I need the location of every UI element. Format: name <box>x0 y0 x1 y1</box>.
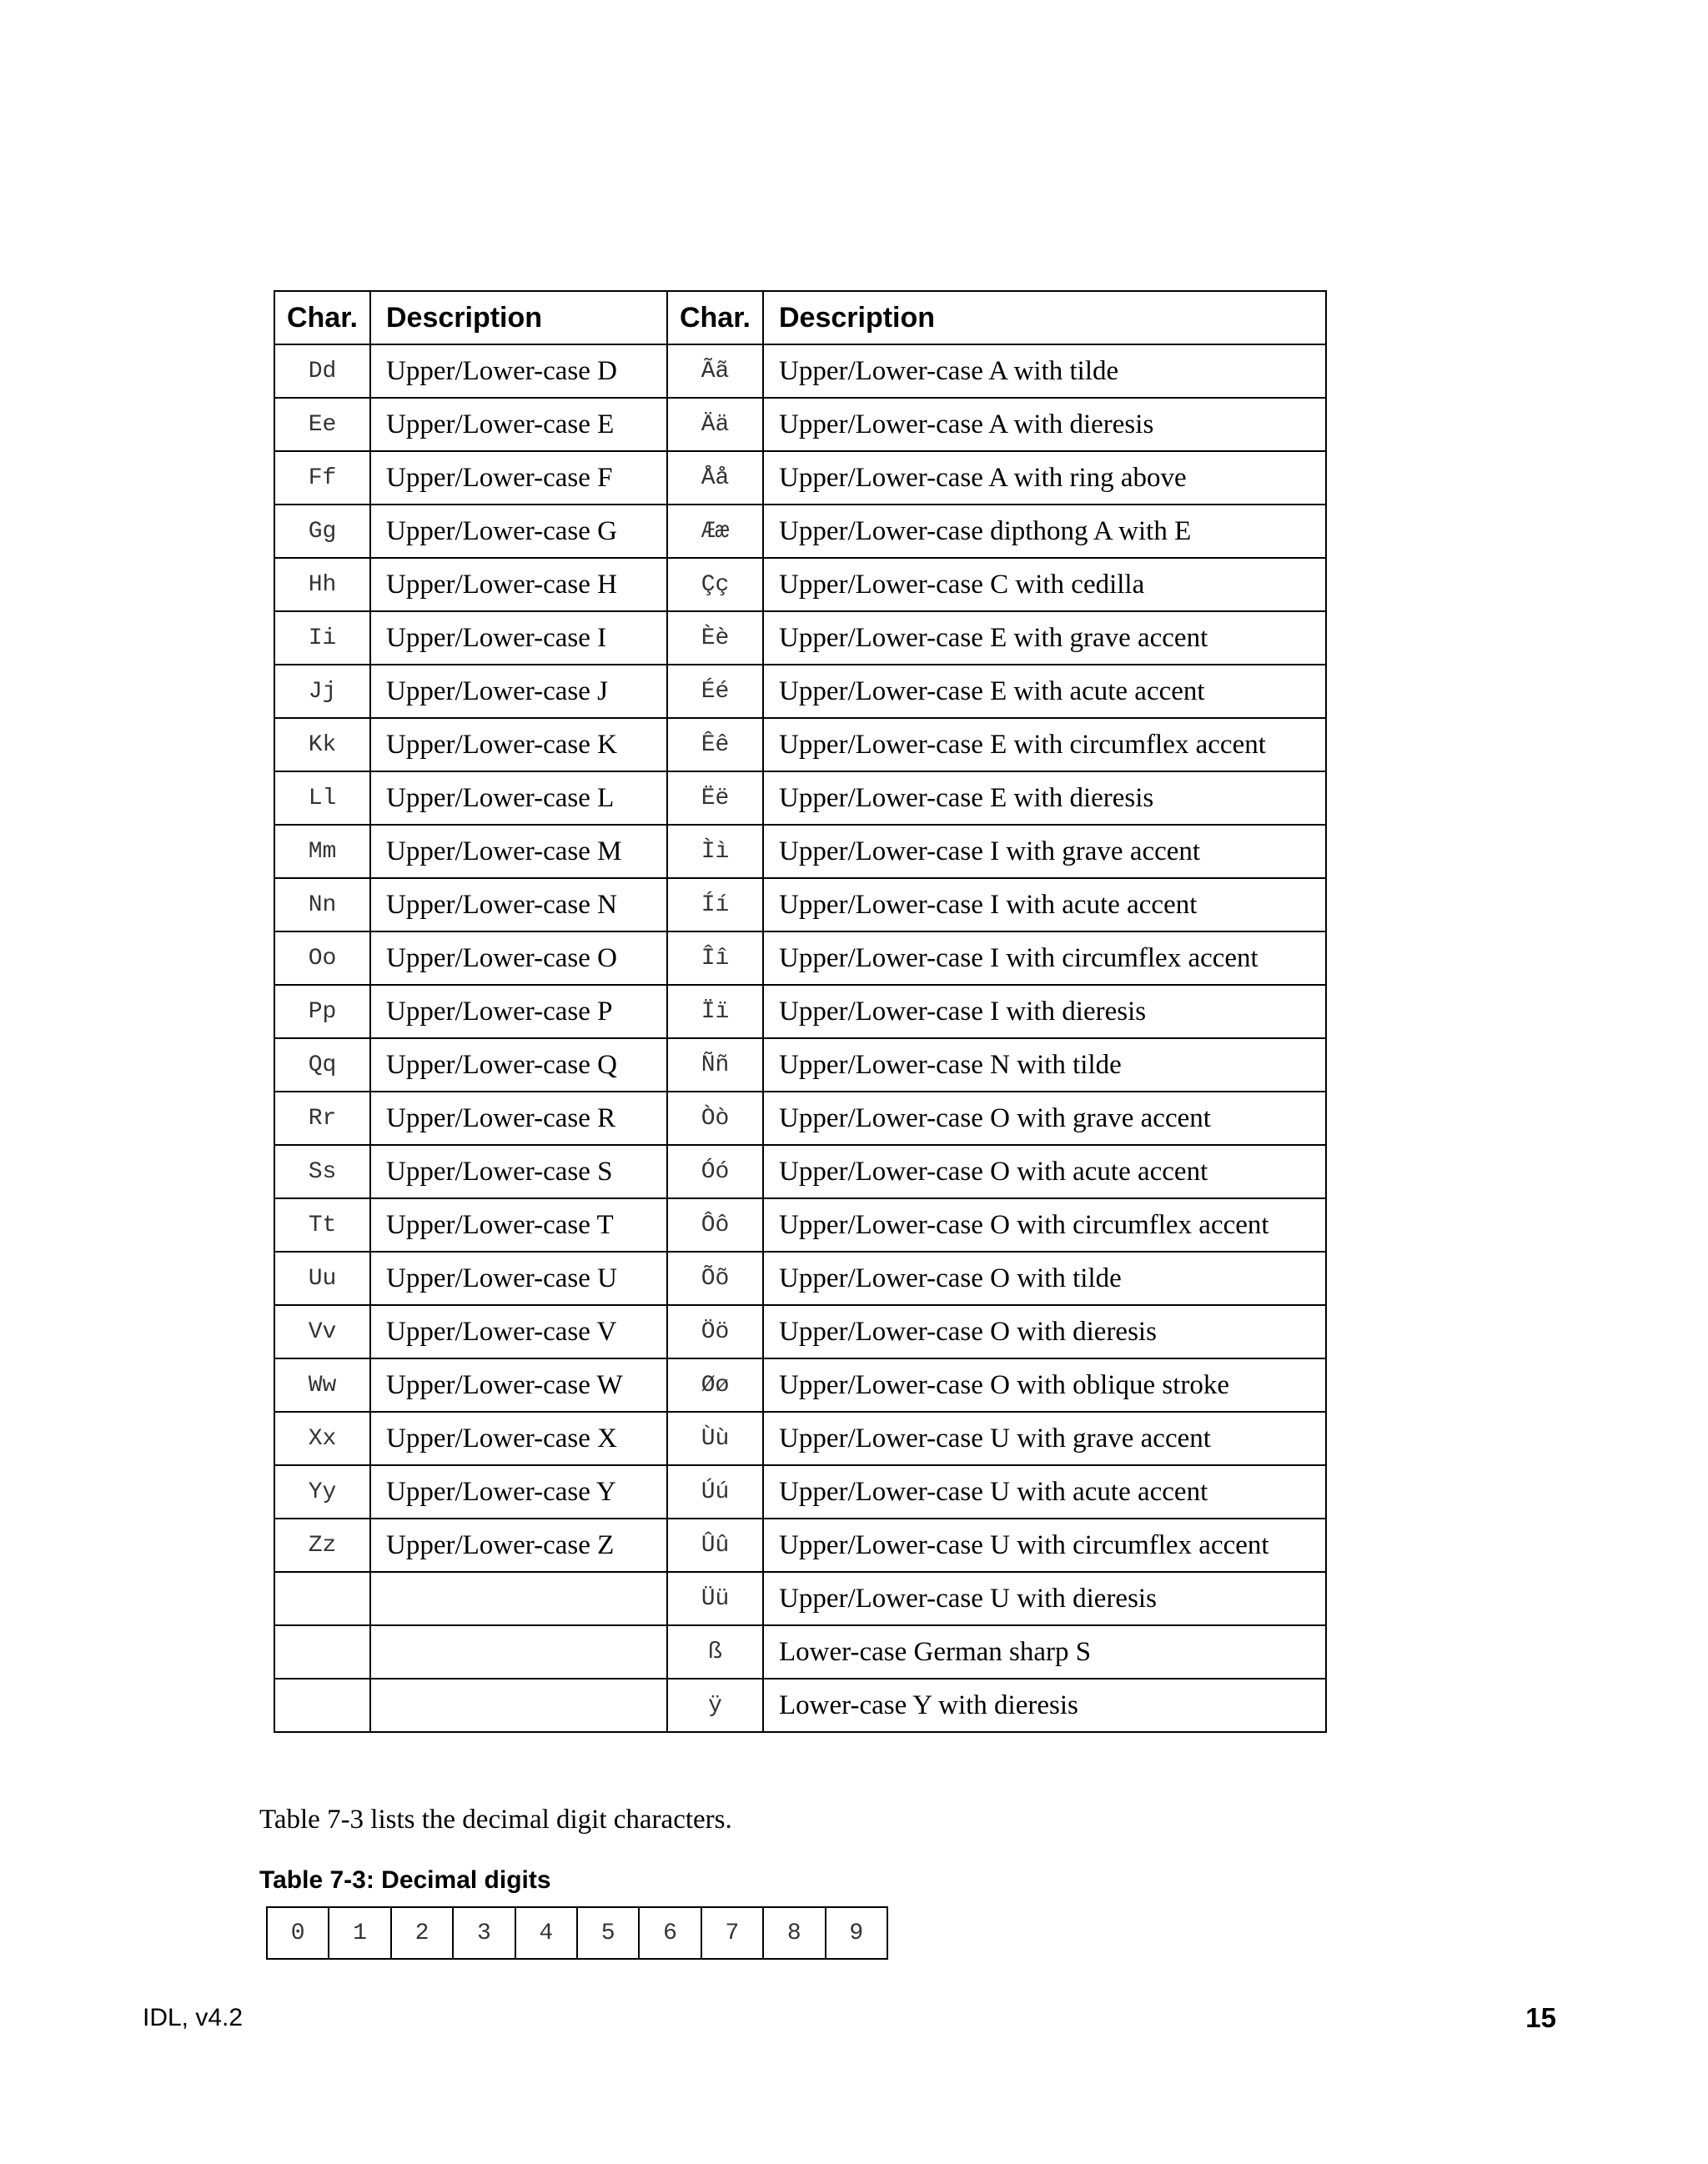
description-cell-right: Upper/Lower-case O with oblique stroke <box>763 1358 1326 1412</box>
digit-cell: 6 <box>639 1907 701 1959</box>
char-cell-right: Öö <box>667 1305 763 1358</box>
table-row <box>274 1305 1326 1358</box>
table-row <box>274 1198 1326 1252</box>
table-row <box>274 878 1326 931</box>
char-cell-left: Oo <box>274 931 370 985</box>
header-char-1: Char. <box>274 291 370 344</box>
char-cell-right: Õõ <box>667 1252 763 1305</box>
digits-table-caption: Table 7-3: Decimal digits <box>259 1866 551 1894</box>
table-row <box>274 1625 1326 1679</box>
char-cell-left: Nn <box>274 878 370 931</box>
digit-cell: 3 <box>453 1907 515 1959</box>
description-cell-left: Upper/Lower-case D <box>370 344 667 398</box>
description-cell-left: Upper/Lower-case P <box>370 985 667 1038</box>
description-cell-left: Upper/Lower-case F <box>370 451 667 505</box>
char-cell-right: Ôô <box>667 1198 763 1252</box>
table-row <box>274 611 1326 665</box>
footer-page-number: 15 <box>1525 2002 1556 2033</box>
description-cell-right: Upper/Lower-case O with dieresis <box>763 1305 1326 1358</box>
char-cell-right: Åå <box>667 451 763 505</box>
char-cell-left: Rr <box>274 1092 370 1145</box>
decimal-digits-table <box>266 1906 888 1960</box>
description-cell-left <box>370 1625 667 1679</box>
character-table <box>274 290 1327 1733</box>
char-cell-left: Hh <box>274 558 370 611</box>
description-cell-left: Upper/Lower-case Q <box>370 1038 667 1092</box>
char-cell-left: Ss <box>274 1145 370 1198</box>
char-cell-left <box>274 1625 370 1679</box>
table-row <box>274 718 1326 771</box>
description-cell-left: Upper/Lower-case G <box>370 505 667 558</box>
description-cell-right: Upper/Lower-case I with acute accent <box>763 878 1326 931</box>
table-row <box>274 1572 1326 1625</box>
char-cell-left: Ww <box>274 1358 370 1412</box>
char-cell-right: Çç <box>667 558 763 611</box>
description-cell-left <box>370 1572 667 1625</box>
char-cell-left: Tt <box>274 1198 370 1252</box>
char-cell-right: Îî <box>667 931 763 985</box>
char-cell-right: Ûû <box>667 1519 763 1572</box>
char-cell-right: Ëë <box>667 771 763 825</box>
char-cell-right: Ææ <box>667 505 763 558</box>
table-row <box>274 1679 1326 1732</box>
description-cell-right: Upper/Lower-case O with tilde <box>763 1252 1326 1305</box>
description-cell-left: Upper/Lower-case V <box>370 1305 667 1358</box>
table-row <box>274 1252 1326 1305</box>
header-char-2: Char. <box>667 291 763 344</box>
table-row <box>274 665 1326 718</box>
table-row <box>274 825 1326 878</box>
table-row <box>274 771 1326 825</box>
description-cell-left: Upper/Lower-case O <box>370 931 667 985</box>
char-cell-right: Òò <box>667 1092 763 1145</box>
table-row <box>274 931 1326 985</box>
description-cell-right: Upper/Lower-case E with circumflex accent <box>763 718 1326 771</box>
description-cell-right: Upper/Lower-case C with cedilla <box>763 558 1326 611</box>
description-cell-left <box>370 1679 667 1732</box>
digit-cell: 1 <box>329 1907 390 1959</box>
char-cell-left <box>274 1679 370 1732</box>
description-cell-right: Upper/Lower-case A with dieresis <box>763 398 1326 451</box>
table-row <box>274 505 1326 558</box>
description-cell-right: Lower-case German sharp S <box>763 1625 1326 1679</box>
digit-cell: 2 <box>391 1907 453 1959</box>
char-cell-right: Íí <box>667 878 763 931</box>
char-cell-left: Ll <box>274 771 370 825</box>
description-cell-left: Upper/Lower-case M <box>370 825 667 878</box>
description-cell-right: Upper/Lower-case A with ring above <box>763 451 1326 505</box>
description-cell-left: Upper/Lower-case R <box>370 1092 667 1145</box>
char-cell-right: Ää <box>667 398 763 451</box>
char-cell-right: ÿ <box>667 1679 763 1732</box>
char-cell-left: Pp <box>274 985 370 1038</box>
char-cell-right: Óó <box>667 1145 763 1198</box>
description-cell-left: Upper/Lower-case I <box>370 611 667 665</box>
char-cell-right: Ùù <box>667 1412 763 1465</box>
char-cell-right: ß <box>667 1625 763 1679</box>
table-row <box>274 1038 1326 1092</box>
char-cell-left: Mm <box>274 825 370 878</box>
char-cell-left: Ii <box>274 611 370 665</box>
description-cell-right: Upper/Lower-case I with grave accent <box>763 825 1326 878</box>
description-cell-left: Upper/Lower-case U <box>370 1252 667 1305</box>
table-row <box>274 1519 1326 1572</box>
char-cell-right: Øø <box>667 1358 763 1412</box>
digit-cell: 7 <box>701 1907 763 1959</box>
description-cell-left: Upper/Lower-case J <box>370 665 667 718</box>
digit-cell: 5 <box>577 1907 639 1959</box>
footer-document-version: IDL, v4.2 <box>143 2004 244 2031</box>
description-cell-right: Upper/Lower-case U with grave accent <box>763 1412 1326 1465</box>
description-cell-left: Upper/Lower-case E <box>370 398 667 451</box>
table-row <box>274 1092 1326 1145</box>
description-cell-left: Upper/Lower-case Z <box>370 1519 667 1572</box>
char-cell-left: Uu <box>274 1252 370 1305</box>
table-header-row <box>274 291 1326 344</box>
table-row <box>274 1412 1326 1465</box>
description-cell-right: Upper/Lower-case E with dieresis <box>763 771 1326 825</box>
char-cell-left: Qq <box>274 1038 370 1092</box>
char-cell-right: Ãã <box>667 344 763 398</box>
description-cell-right: Upper/Lower-case E with grave accent <box>763 611 1326 665</box>
char-cell-left: Jj <box>274 665 370 718</box>
table-row <box>274 1358 1326 1412</box>
char-cell-right: Üü <box>667 1572 763 1625</box>
char-cell-right: Úú <box>667 1465 763 1519</box>
description-cell-right: Upper/Lower-case O with circumflex accent <box>763 1198 1326 1252</box>
description-cell-right: Upper/Lower-case E with acute accent <box>763 665 1326 718</box>
table-row <box>274 1465 1326 1519</box>
description-cell-left: Upper/Lower-case W <box>370 1358 667 1412</box>
description-cell-right: Upper/Lower-case U with dieresis <box>763 1572 1326 1625</box>
table-row <box>274 451 1326 505</box>
description-cell-right: Upper/Lower-case N with tilde <box>763 1038 1326 1092</box>
description-cell-right: Upper/Lower-case O with acute accent <box>763 1145 1326 1198</box>
char-cell-left: Dd <box>274 344 370 398</box>
description-cell-right: Upper/Lower-case U with circumflex accent <box>763 1519 1326 1572</box>
header-description-2: Description <box>763 291 1326 344</box>
table-row <box>274 558 1326 611</box>
digit-cell: 8 <box>763 1907 825 1959</box>
character-table-body <box>274 344 1326 1732</box>
char-cell-right: Éé <box>667 665 763 718</box>
char-cell-left: Kk <box>274 718 370 771</box>
header-description-1: Description <box>370 291 667 344</box>
char-cell-left: Ee <box>274 398 370 451</box>
description-cell-left: Upper/Lower-case H <box>370 558 667 611</box>
char-cell-left: Xx <box>274 1412 370 1465</box>
description-cell-right: Upper/Lower-case I with circumflex accent <box>763 931 1326 985</box>
description-cell-left: Upper/Lower-case Y <box>370 1465 667 1519</box>
char-cell-right: Ññ <box>667 1038 763 1092</box>
description-cell-left: Upper/Lower-case K <box>370 718 667 771</box>
description-cell-right: Upper/Lower-case dipthong A with E <box>763 505 1326 558</box>
description-cell-right: Upper/Lower-case O with grave accent <box>763 1092 1326 1145</box>
char-cell-left <box>274 1572 370 1625</box>
char-cell-left: Zz <box>274 1519 370 1572</box>
description-cell-right: Lower-case Y with dieresis <box>763 1679 1326 1732</box>
description-cell-right: Upper/Lower-case A with tilde <box>763 344 1326 398</box>
description-cell-left: Upper/Lower-case N <box>370 878 667 931</box>
description-cell-right: Upper/Lower-case U with acute accent <box>763 1465 1326 1519</box>
table-row <box>274 344 1326 398</box>
table-row <box>274 398 1326 451</box>
char-cell-right: Ìì <box>667 825 763 878</box>
description-cell-left: Upper/Lower-case X <box>370 1412 667 1465</box>
digits-row <box>267 1907 887 1959</box>
char-cell-right: Êê <box>667 718 763 771</box>
table-row <box>274 1145 1326 1198</box>
char-cell-right: Èè <box>667 611 763 665</box>
digit-cell: 0 <box>267 1907 329 1959</box>
char-cell-left: Yy <box>274 1465 370 1519</box>
description-cell-left: Upper/Lower-case L <box>370 771 667 825</box>
intro-paragraph: Table 7-3 lists the decimal digit characters. <box>259 1805 732 1835</box>
description-cell-right: Upper/Lower-case I with dieresis <box>763 985 1326 1038</box>
char-cell-left: Vv <box>274 1305 370 1358</box>
description-cell-left: Upper/Lower-case T <box>370 1198 667 1252</box>
table-row <box>274 985 1326 1038</box>
digit-cell: 9 <box>826 1907 887 1959</box>
char-cell-left: Gg <box>274 505 370 558</box>
char-cell-left: Ff <box>274 451 370 505</box>
digit-cell: 4 <box>515 1907 577 1959</box>
description-cell-left: Upper/Lower-case S <box>370 1145 667 1198</box>
char-cell-right: Ïï <box>667 985 763 1038</box>
